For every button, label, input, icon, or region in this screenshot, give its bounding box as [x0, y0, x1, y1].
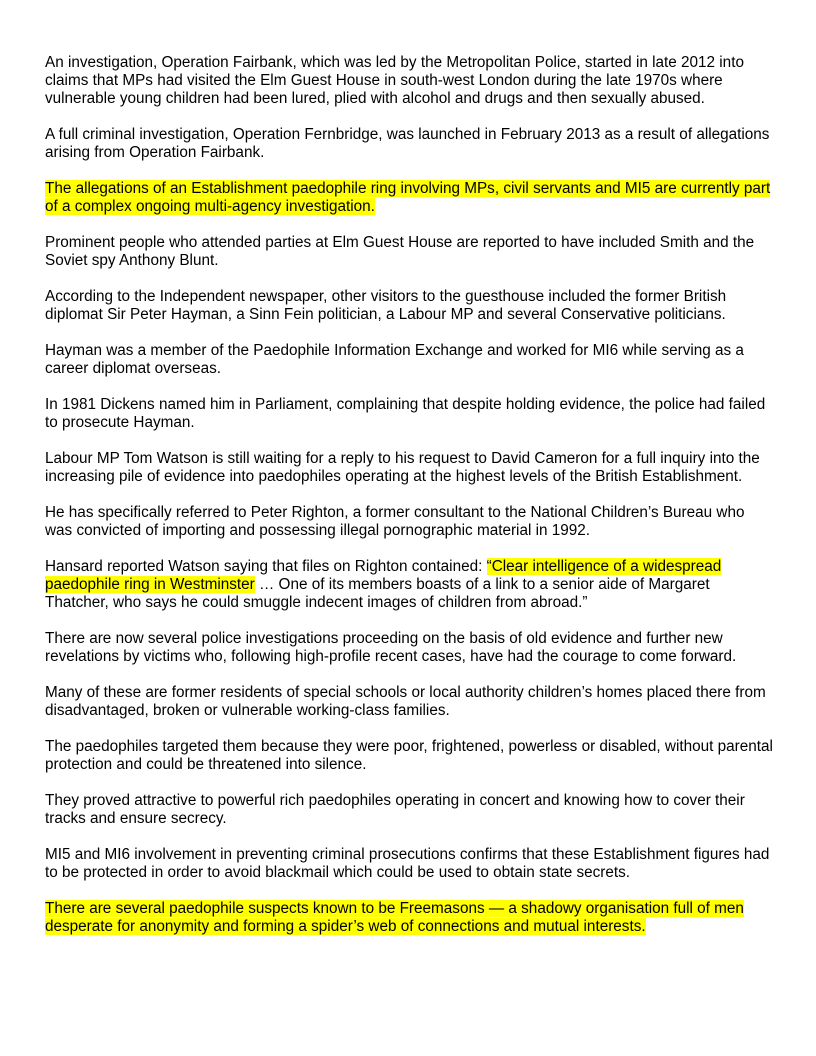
paragraph-text: Labour MP Tom Watson is still waiting for a reply to his request to David Cameron for a full inquiry into the increasing pile of evidence into paedophiles operating at the highest levels of the British Establishment.	[45, 450, 760, 485]
paragraph-text: The paedophiles targeted them because they were poor, frightened, powerless or disabled, without parental protection and could be threatened into silence.	[45, 738, 773, 773]
paragraph-14	[45, 792, 775, 828]
paragraph-text: … One of its members boasts of a link to a senior aide of Margaret Thatcher, who says he could smuggle indecent images of children from abroad.”	[45, 576, 710, 611]
paragraph-text: A full criminal investigation, Operation Fernbridge, was launched in February 2013 as a result of allegations arising from Operation Fairbank.	[45, 126, 770, 161]
paragraph-text: Hayman was a member of the Paedophile Information Exchange and worked for MI6 while serving as a career diplomat overseas.	[45, 342, 744, 377]
paragraph-5	[45, 288, 775, 324]
paragraph-6	[45, 342, 775, 378]
paragraph-16-highlighted	[45, 900, 775, 936]
paragraph-4	[45, 234, 775, 270]
paragraph-text: Hansard reported Watson saying that files on Righton contained:	[45, 558, 487, 575]
paragraph-13	[45, 738, 775, 774]
paragraph-7	[45, 396, 775, 432]
paragraph-2	[45, 126, 775, 162]
paragraph-10	[45, 558, 775, 612]
paragraph-text: MI5 and MI6 involvement in preventing criminal prosecutions confirms that these Establishment figures had to be protected in order to avoid blackmail which could be used to obtain state secrets.	[45, 846, 770, 881]
paragraph-3-highlighted	[45, 180, 775, 216]
paragraph-text: There are now several police investigations proceeding on the basis of old evidence and further new revelations by victims who, following high-profile recent cases, have had the courage to come forward.	[45, 630, 737, 665]
highlighted-quote: “Clear intelligence of a widespread paedophile ring in Westminster	[45, 558, 722, 593]
highlighted-text: The allegations of an Establishment paedophile ring involving MPs, civil servants and MI5 are currently part of a complex ongoing multi-agency investigation.	[45, 180, 771, 215]
paragraph-text: Prominent people who attended parties at Elm Guest House are reported to have included Smith and the Soviet spy Anthony Blunt.	[45, 234, 755, 269]
paragraph-text: An investigation, Operation Fairbank, which was led by the Metropolitan Police, started in late 2012 into claims that MPs had visited the Elm Guest House in south-west London during the late 1970s where vulnerable young children had been lured, plied with alcohol and drugs and then sexually abused.	[45, 54, 744, 107]
paragraph-11	[45, 630, 775, 666]
paragraph-1	[45, 54, 775, 108]
paragraph-text: According to the Independent newspaper, other visitors to the guesthouse included the former British diplomat Sir Peter Hayman, a Sinn Fein politician, a Labour MP and several Conservative politicians.	[45, 288, 727, 323]
paragraph-text: They proved attractive to powerful rich paedophiles operating in concert and knowing how to cover their tracks and ensure secrecy.	[45, 792, 745, 827]
paragraph-text: He has specifically referred to Peter Righton, a former consultant to the National Children’s Bureau who was convicted of importing and possessing illegal pornographic material in 1992.	[45, 504, 745, 539]
paragraph-12	[45, 684, 775, 720]
document-body	[45, 54, 775, 954]
paragraph-text: Many of these are former residents of special schools or local authority children’s homes placed there from disadvantaged, broken or vulnerable working-class families.	[45, 684, 766, 719]
paragraph-15	[45, 846, 775, 882]
highlighted-text: There are several paedophile suspects known to be Freemasons — a shadowy organisation full of men desperate for anonymity and forming a spider’s web of connections and mutual interests.	[45, 900, 744, 935]
paragraph-text: In 1981 Dickens named him in Parliament, complaining that despite holding evidence, the police had failed to prosecute Hayman.	[45, 396, 766, 431]
paragraph-9	[45, 504, 775, 540]
paragraph-8	[45, 450, 775, 486]
